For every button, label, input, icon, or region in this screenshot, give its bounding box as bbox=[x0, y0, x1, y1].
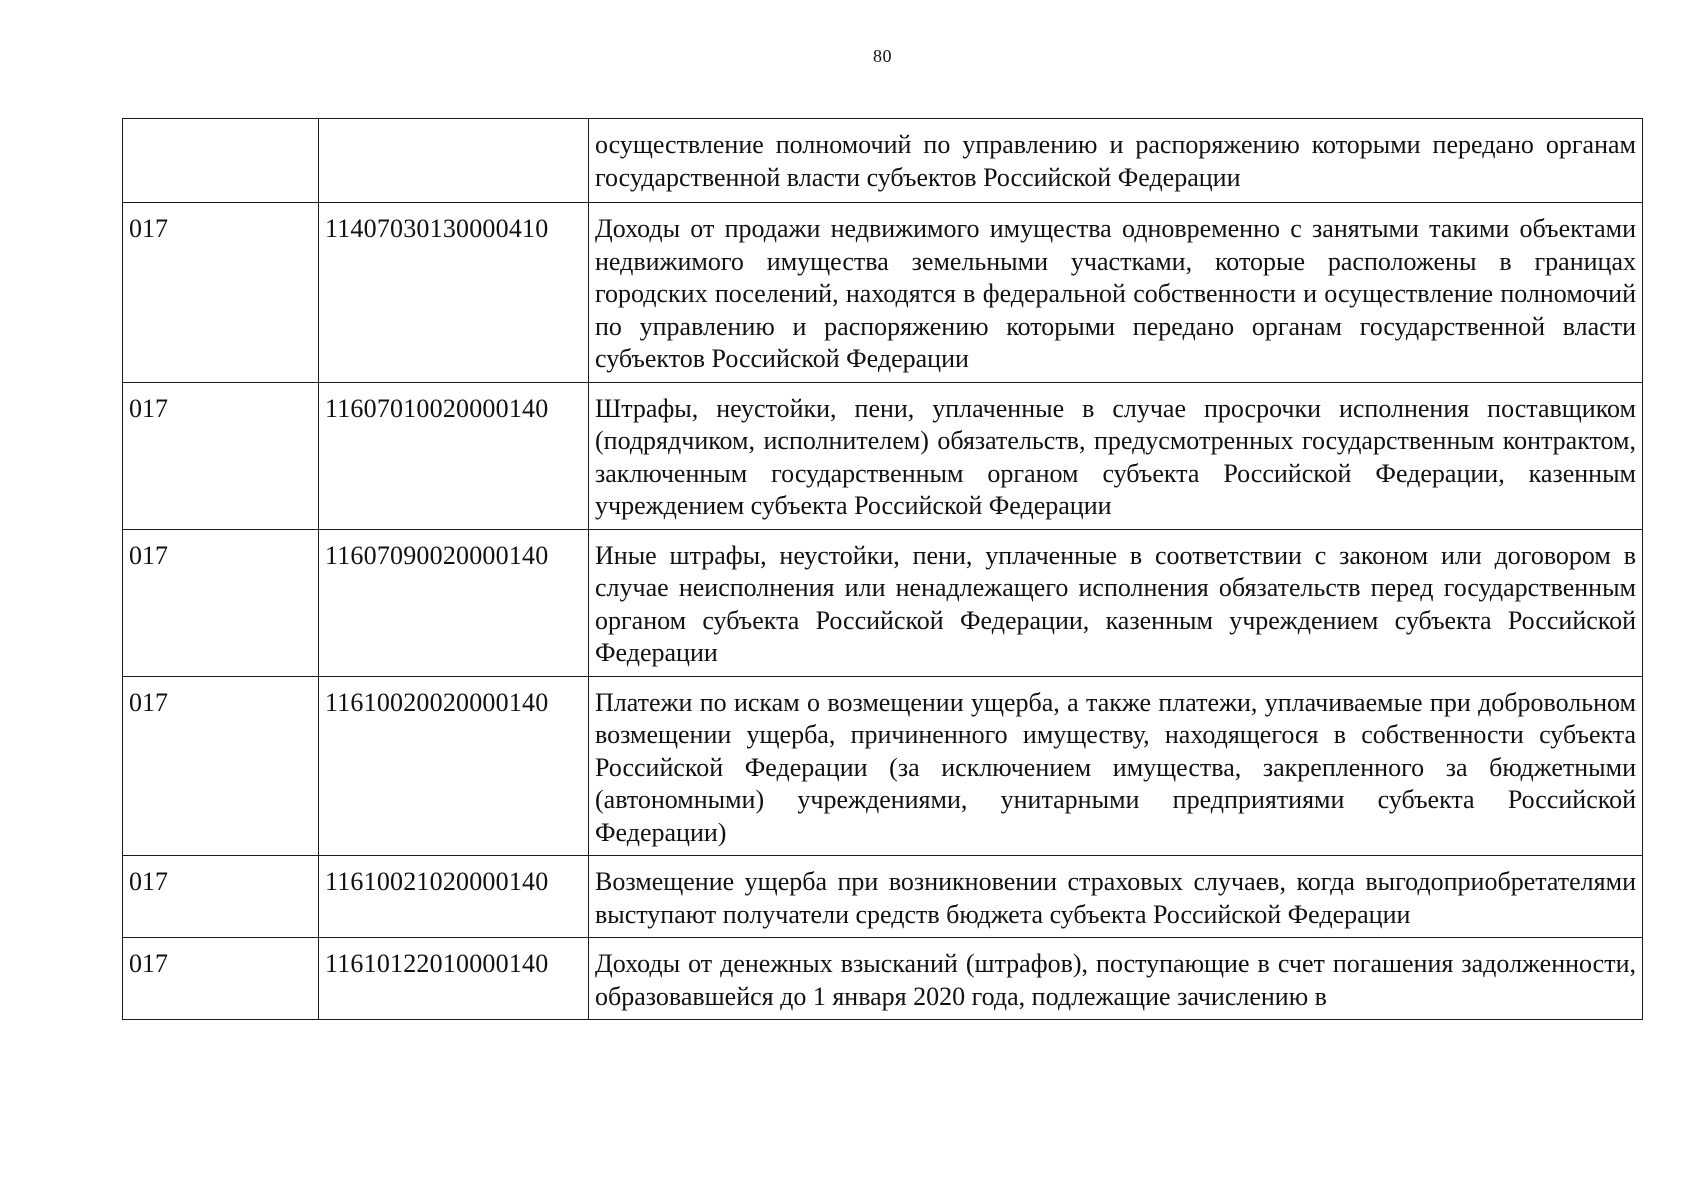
admin-code-cell: 017 bbox=[123, 856, 319, 938]
kbk-code-cell: 11610122010000140 bbox=[319, 938, 589, 1020]
description-cell: Возмещение ущерба при возникновении страховых случаев, когда выгодоприобретателями выступают получатели средств бюджета субъекта Российской Федерации bbox=[589, 856, 1643, 938]
table-row bbox=[123, 938, 1643, 1020]
description-cell: Платежи по искам о возмещении ущерба, а также платежи, уплачиваемые при добровольном возмещении ущерба, причиненного имуществу, находящегося в собственности субъекта Российской Федерации (за исключением имущества, закрепленного за бюджетными (автономными) учреждениями, унитарными предприятиями субъекта Российской Федерации) bbox=[589, 676, 1643, 856]
kbk-code-cell: 11610020020000140 bbox=[319, 676, 589, 856]
kbk-code-cell: 11610021020000140 bbox=[319, 856, 589, 938]
revenue-codes-table bbox=[122, 118, 1643, 1020]
description-cell: осуществление полномочий по управлению и распоряжению которыми передано органам государственной власти субъектов Российской Федерации bbox=[589, 119, 1643, 203]
admin-code-cell bbox=[123, 119, 319, 203]
description-cell: Иные штрафы, неустойки, пени, уплаченные в соответствии с законом или договором в случае неисполнения или ненадлежащего исполнения обязательств перед государственным органом субъекта Российской Федерации, казенным учреждением субъекта Российской Федерации bbox=[589, 529, 1643, 676]
table-row bbox=[123, 529, 1643, 676]
kbk-code-cell bbox=[319, 119, 589, 203]
admin-code-cell: 017 bbox=[123, 529, 319, 676]
kbk-code-cell: 11607090020000140 bbox=[319, 529, 589, 676]
kbk-code-cell: 11607010020000140 bbox=[319, 382, 589, 529]
description-cell: Доходы от денежных взысканий (штрафов), поступающие в счет погашения задолженности, образовавшейся до 1 января 2020 года, подлежащие зачислению в bbox=[589, 938, 1643, 1020]
table-row bbox=[123, 382, 1643, 529]
table-row bbox=[123, 856, 1643, 938]
admin-code-cell: 017 bbox=[123, 938, 319, 1020]
table-row bbox=[123, 119, 1643, 203]
table-row bbox=[123, 676, 1643, 856]
admin-code-cell: 017 bbox=[123, 676, 319, 856]
description-cell: Штрафы, неустойки, пени, уплаченные в случае просрочки исполнения поставщиком (подрядчиком, исполнителем) обязательств, предусмотренных государственным контрактом, заключенным государственным органом субъекта Российской Федерации, казенным учреждением субъекта Российской Федерации bbox=[589, 382, 1643, 529]
admin-code-cell: 017 bbox=[123, 203, 319, 383]
description-cell: Доходы от продажи недвижимого имущества одновременно с занятыми такими объектами недвижимого имущества земельными участками, которые расположены в границах городских поселений, находятся в федеральной собственности и осуществление полномочий по управлению и распоряжению которыми передано органам государственной власти субъектов Российской Федерации bbox=[589, 203, 1643, 383]
admin-code-cell: 017 bbox=[123, 382, 319, 529]
table-row bbox=[123, 203, 1643, 383]
kbk-code-cell: 11407030130000410 bbox=[319, 203, 589, 383]
page-number: 80 bbox=[873, 46, 892, 66]
